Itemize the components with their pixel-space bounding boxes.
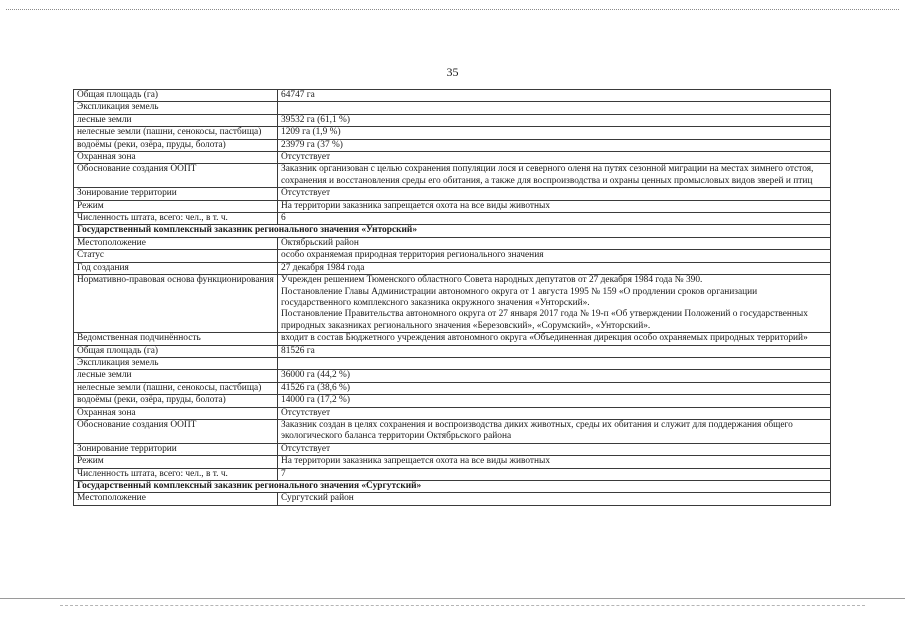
table-row <box>74 345 831 357</box>
row-value: Отсутствует <box>278 188 831 200</box>
table-row <box>74 357 831 369</box>
row-value: 7 <box>278 468 831 480</box>
row-value: Заказник организован с целью сохранения популяции лося и северного оленя на путях сезонной миграции на местах зимнего отстоя, сохранения и восстановления среды его обитания, а также для воспроизводства и охраны ценных промысловых видов зверей и птиц <box>278 164 831 188</box>
scan-bottom-border <box>0 598 905 599</box>
row-label: Экспликация земель <box>74 357 278 369</box>
row-label: Режим <box>74 200 278 212</box>
row-value: Отсутствует <box>278 443 831 455</box>
row-label: Экспликация земель <box>74 102 278 114</box>
row-label: Статус <box>74 250 278 262</box>
table-row <box>74 164 831 188</box>
row-label: водоёмы (реки, озёра, пруды, болота) <box>74 395 278 407</box>
row-label: Год создания <box>74 262 278 274</box>
reserve-section-heading <box>74 481 831 493</box>
reserve-section-heading <box>74 225 831 237</box>
row-value: Октябрьский район <box>278 237 831 249</box>
row-value: входит в состав Бюджетного учреждения автономного округа «Объединенная дирекция особо охраняемых природных территорий» <box>278 333 831 345</box>
row-label: Местоположение <box>74 237 278 249</box>
row-label: Ведомственная подчинённость <box>74 333 278 345</box>
table-row <box>74 395 831 407</box>
row-value: На территории заказника запрещается охота на все виды животных <box>278 200 831 212</box>
table-row <box>74 90 831 102</box>
page-number: 35 <box>446 65 459 79</box>
row-value: 14000 га (17,2 %) <box>278 395 831 407</box>
row-label: Зонирование территории <box>74 443 278 455</box>
table-row <box>74 152 831 164</box>
row-value: 81526 га <box>278 345 831 357</box>
row-value: 41526 га (38,6 %) <box>278 382 831 394</box>
row-value: Сургутский район <box>278 493 831 505</box>
row-label: Обоснование создания ООПТ <box>74 164 278 188</box>
row-value: Учрежден решением Тюменского областного Совета народных депутатов от 27 декабря 1984 года № 390. Постановление Главы Администрации автономного округа от 1 августа 1995 № 159 «О продлении сроков организации государственного комплексного заказника окружного значения «Унторский». Постановление Правительства автономного округа от 27 января 2017 года № 19-п «Об утверждении Положений о государственных природных заказниках регионального значения «Березовский», «Сорумский», «Унторский». <box>278 275 831 333</box>
row-label: Общая площадь (га) <box>74 345 278 357</box>
row-value: особо охраняемая природная территория регионального значения <box>278 250 831 262</box>
scan-bottom-dashed-line <box>60 605 865 606</box>
scan-top-border <box>6 9 899 10</box>
row-label: Обоснование создания ООПТ <box>74 419 278 443</box>
table-row <box>74 382 831 394</box>
row-value <box>278 102 831 114</box>
row-label: Местоположение <box>74 493 278 505</box>
table-row <box>74 419 831 443</box>
table-row <box>74 407 831 419</box>
row-value: 1209 га (1,9 %) <box>278 127 831 139</box>
row-label: Охранная зона <box>74 152 278 164</box>
row-value: Отсутствует <box>278 407 831 419</box>
row-label: Нормативно-правовая основа функционирования <box>74 275 278 333</box>
table-row <box>74 333 831 345</box>
table-row <box>74 262 831 274</box>
table-row <box>74 213 831 225</box>
row-value: 64747 га <box>278 90 831 102</box>
table-row <box>74 443 831 455</box>
table-row <box>74 200 831 212</box>
table-row <box>74 188 831 200</box>
row-label: нелесные земли (пашни, сенокосы, пастбища) <box>74 382 278 394</box>
row-label: Численность штата, всего: чел., в т. ч. <box>74 213 278 225</box>
reserve-title: Государственный комплексный заказник регионального значения «Сургутский» <box>74 481 831 493</box>
table-row <box>74 250 831 262</box>
row-value <box>278 357 831 369</box>
reserve-title: Государственный комплексный заказник регионального значения «Унторский» <box>74 225 831 237</box>
register-body <box>74 90 831 506</box>
row-value: Отсутствует <box>278 152 831 164</box>
table-row <box>74 102 831 114</box>
row-value: 39532 га (61,1 %) <box>278 114 831 126</box>
row-label: водоёмы (реки, озёра, пруды, болота) <box>74 139 278 151</box>
table-row <box>74 139 831 151</box>
row-label: нелесные земли (пашни, сенокосы, пастбища) <box>74 127 278 139</box>
table-row <box>74 456 831 468</box>
row-value: На территории заказника запрещается охота на все виды животных <box>278 456 831 468</box>
table-row <box>74 275 831 333</box>
table-row <box>74 468 831 480</box>
row-value: Заказник создан в целях сохранения и воспроизводства диких животных, среды их обитания и служит для поддержания общего экологического баланса территории Октябрьского района <box>278 419 831 443</box>
row-value: 27 декабря 1984 года <box>278 262 831 274</box>
row-label: Режим <box>74 456 278 468</box>
row-label: Общая площадь (га) <box>74 90 278 102</box>
row-value: 6 <box>278 213 831 225</box>
table-row <box>74 127 831 139</box>
table-row <box>74 114 831 126</box>
table-row <box>74 237 831 249</box>
row-label: лесные земли <box>74 370 278 382</box>
reserve-register-table <box>73 89 831 506</box>
row-value: 23979 га (37 %) <box>278 139 831 151</box>
row-label: Численность штата, всего: чел., в т. ч. <box>74 468 278 480</box>
row-label: Охранная зона <box>74 407 278 419</box>
row-label: лесные земли <box>74 114 278 126</box>
table-row <box>74 370 831 382</box>
row-label: Зонирование территории <box>74 188 278 200</box>
table-row <box>74 493 831 505</box>
row-value: 36000 га (44,2 %) <box>278 370 831 382</box>
